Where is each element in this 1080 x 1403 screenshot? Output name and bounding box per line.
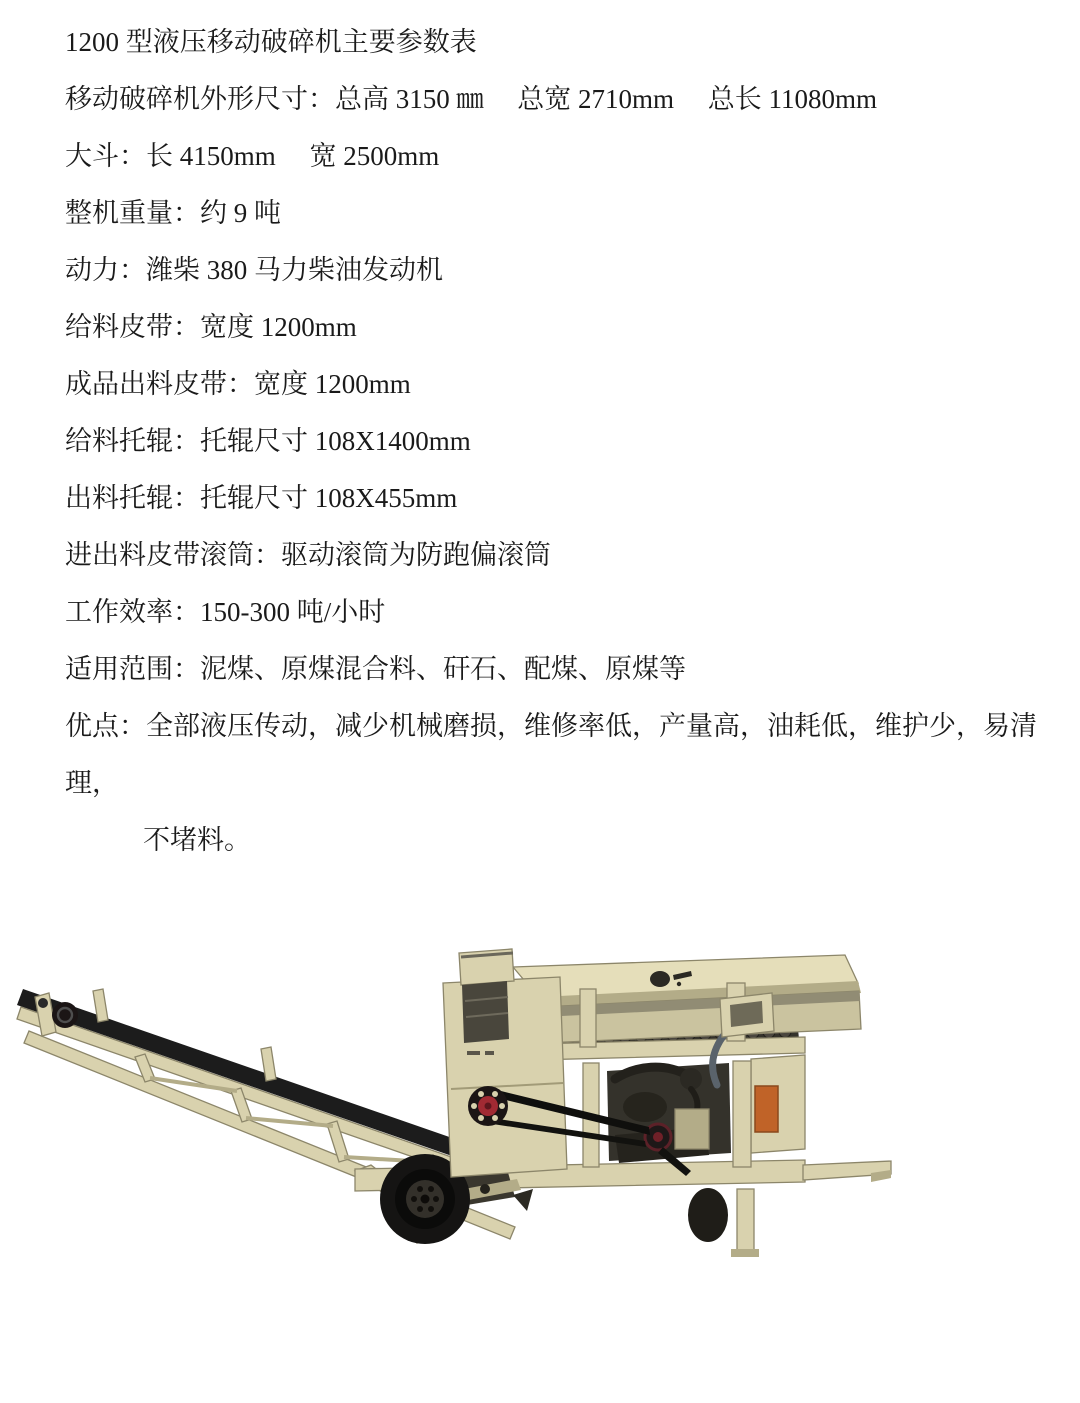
spec-line-out-roller: 出料托辊：托辊尺寸 108X455mm [65,483,458,513]
spec-line-advantages: 优点：全部液压传动，减少机械磨损，维修率低，产量高，油耗低，维护少，易清理， [65,711,1037,798]
spec-line-dimensions: 移动破碎机外形尺寸：总高 3150 ㎜ 总宽 2710mm 总长 11080mm [65,84,878,114]
spec-line-power: 动力：潍柴 380 马力柴油发动机 [65,255,443,285]
spec-line-weight: 整机重量：约 9 吨 [65,198,281,228]
spec-line-output-belt: 成品出料皮带：宽度 1200mm [65,369,411,399]
orange-panel [755,1086,778,1132]
spec-line-efficiency: 工作效率：150-300 吨/小时 [65,597,386,627]
spec-line-application: 适用范围：泥煤、原煤混合料、矸石、配煤、原煤等 [65,654,686,684]
spec-line-advantages-cont: 不堵料。 [143,825,251,855]
vent-grille [462,981,509,1043]
vibrator-motor [720,993,774,1037]
bay-column-right [733,1061,751,1167]
spec-line-drum: 进出料皮带滚筒：驱动滚筒为防跑偏滚筒 [65,540,551,570]
mobile-crusher-illustration [15,939,960,1294]
rear-wheel [688,1188,728,1242]
hopper-column-left [580,989,596,1047]
machine-photo [15,939,960,1294]
support-legs [731,1189,759,1257]
crusher-body [443,949,861,1177]
spec-line-hopper: 大斗：长 4150mm 宽 2500mm [65,141,440,171]
spec-line-feed-roller: 给料托辊：托辊尺寸 108X1400mm [65,426,471,456]
spec-line-feed-belt: 给料皮带：宽度 1200mm [65,312,357,342]
hopper [513,955,861,1043]
flywheel [468,1086,508,1126]
crusher-housing [443,949,567,1177]
document-title: 1200 型液压移动破碎机主要参数表 [65,27,477,57]
